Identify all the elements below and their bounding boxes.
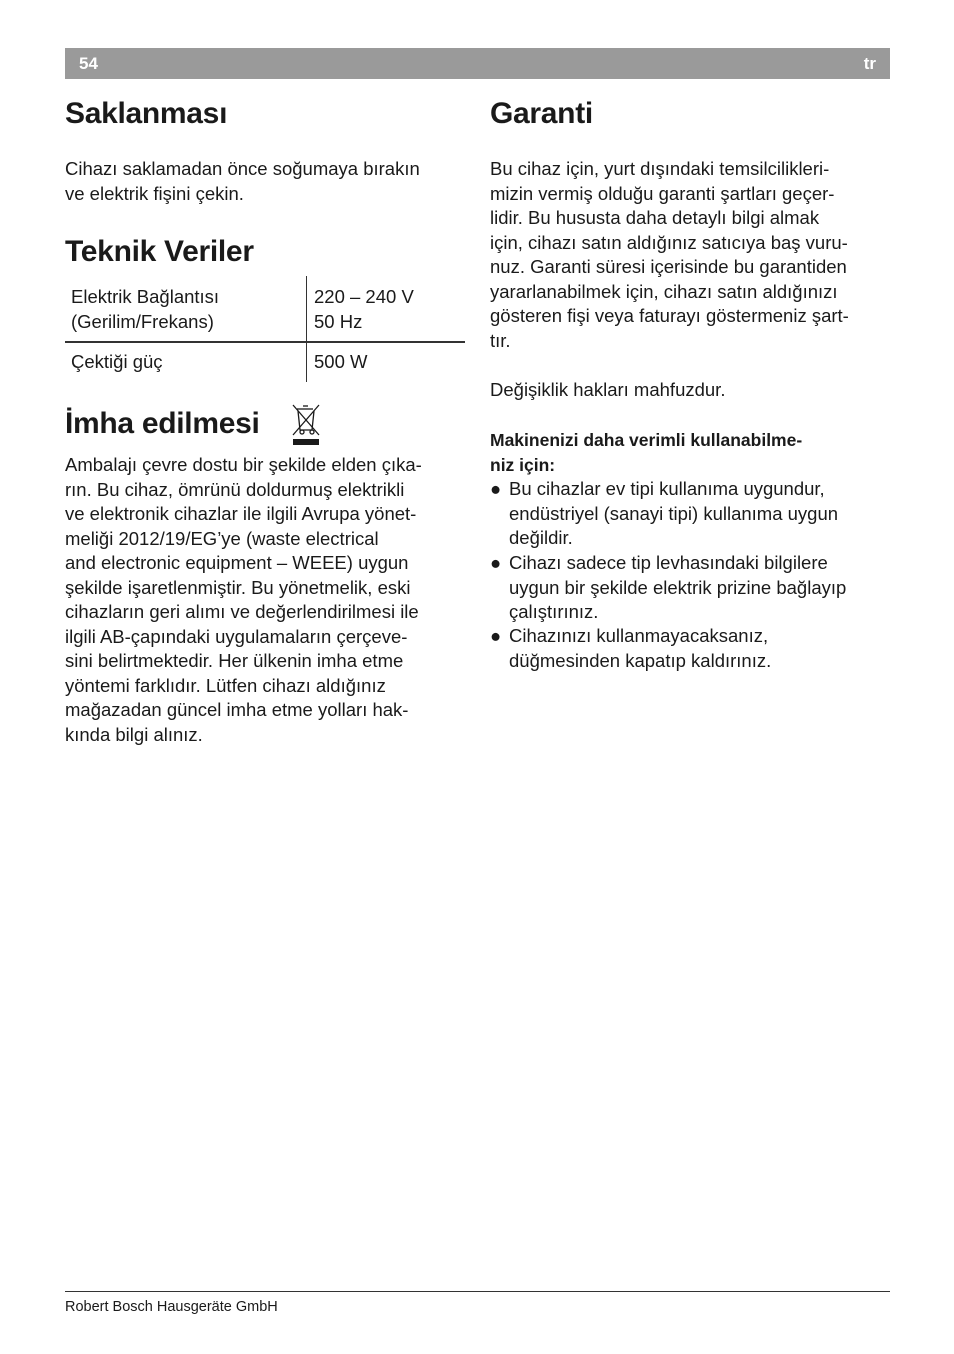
language-code: tr <box>863 54 876 73</box>
page-header-bar <box>65 48 890 79</box>
bullet-icon: ● <box>490 552 502 573</box>
footer-divider <box>65 1291 890 1292</box>
spec-value-power: 500 W <box>314 351 368 372</box>
disposal-heading: İmha edilmesi <box>65 407 260 440</box>
spec-label-connection: Elektrik Bağlantısı (Gerilim/Frekans) <box>71 286 220 332</box>
rights-reserved-note: Değişiklik hakları mahfuzdur. <box>490 379 726 400</box>
table-divider <box>306 276 307 382</box>
disposal-paragraph: Ambalajı çevre dostu bir şekilde elden çıka- rın. Bu cihaz, ömrünü doldurmuş elektrikli ve elektronik cihazlar ile ilgili Avrupa yönet- meliği 2012/19/EG’ye (waste electrical and electronic equipment – WEEE) uygun şekilde işaretlenmiştir. Bu yönetmelik, eski cihazların geri alımı ve değerlendirilmesi ile ilgili AB-çapındaki uygulamaların çerçeve- sini belirtmektedir. Her ülkenin imha etme yöntemi farklıdır. Lütfen cihazı aldığınız mağazadan güncel imha etme yolları hak- kında bilgi alınız. <box>65 454 422 745</box>
spec-value-connection: 220 – 240 V 50 Hz <box>314 286 414 332</box>
footer-company: Robert Bosch Hausgeräte GmbH <box>65 1299 278 1315</box>
warranty-heading: Garanti <box>490 97 593 130</box>
tips-heading: Makinenizi daha verimli kullanabilme- niz için: <box>490 430 803 475</box>
spec-label-power: Çektiği güç <box>71 351 163 372</box>
page-number: 54 <box>79 54 98 73</box>
crossed-out-wheelie-bin-icon <box>289 401 323 447</box>
storage-paragraph: Cihazı saklamadan önce soğumaya bırakın ve elektrik fişini çekin. <box>65 158 420 204</box>
tech-specs-table <box>65 276 465 382</box>
warranty-paragraph: Bu cihaz için, yurt dışındaki temsilcilikleri- mizin vermiş olduğu garanti şartları geçer- lidir. Bu hususta daha detaylı bilgi almak için, cihazı satın aldığınız satıcıya baş vuru- nuz. Garanti süresi içerisinde bu garantiden yararlanabilmek için, cihazı satın aldığınızı gösteren fişi veya faturayı göstermeniz şart- tır. <box>490 158 849 351</box>
tech-specs-heading: Teknik Veriler <box>65 235 254 268</box>
bullet-icon: ● <box>490 478 502 499</box>
table-divider <box>65 341 465 343</box>
bullet-icon: ● <box>490 625 502 646</box>
storage-heading: Saklanması <box>65 97 228 130</box>
